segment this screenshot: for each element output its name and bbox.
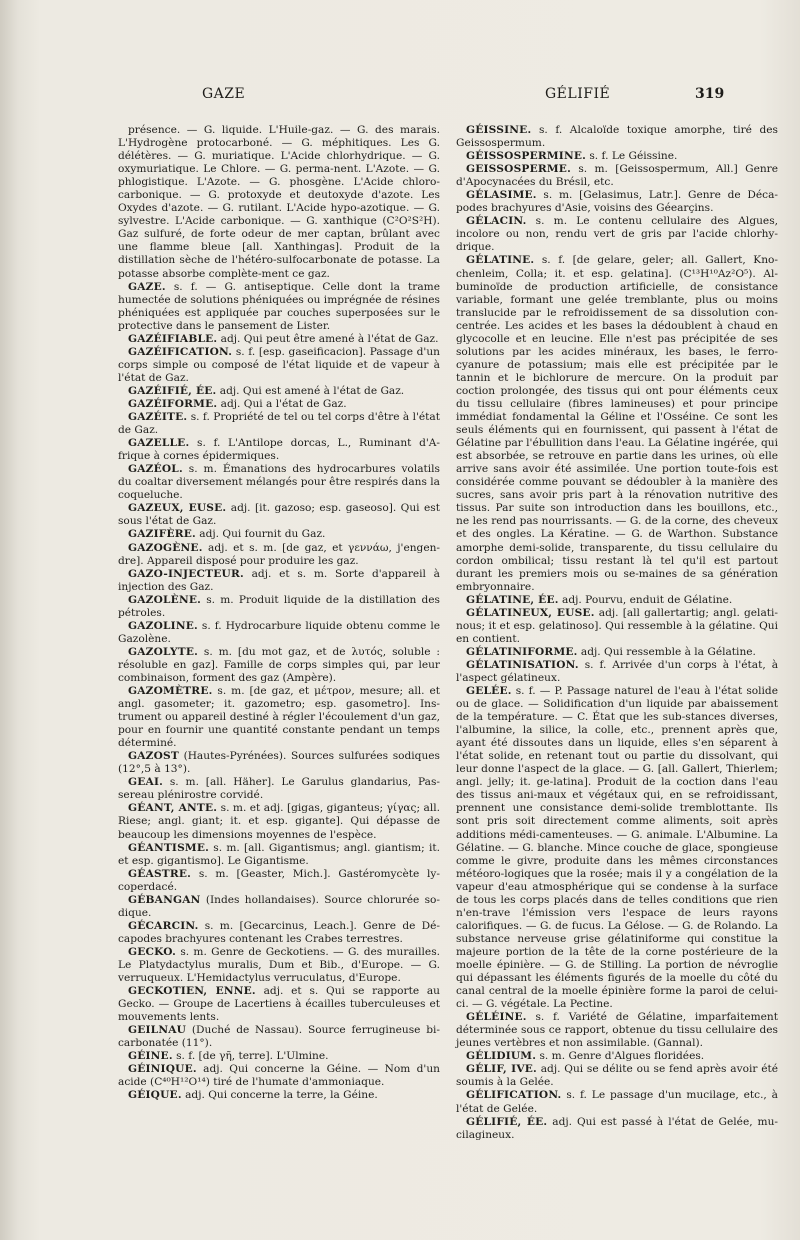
dictionary-entry: [456, 594, 778, 607]
dictionary-entry: [456, 607, 778, 646]
entry-definition: adj. et s. m. Sorte d'appareil à injection des Gaz.: [118, 567, 440, 593]
dictionary-entry: [118, 502, 440, 528]
dictionary-entry: [456, 150, 778, 163]
entry-headword: GÉANTISME.: [128, 841, 210, 854]
dictionary-entry: [118, 1089, 440, 1102]
entry-definition: s. m. [Geissospermum, All.] Genre d'Apocynacées du Brésil, etc.: [456, 163, 779, 189]
entry-headword: GAZÉIFICATION.: [128, 345, 233, 358]
entry-headword: GÉISSINE.: [466, 124, 532, 136]
entry-headword: GÉLATINISATION.: [466, 658, 579, 671]
entry-definition: adj. Qui se délite ou se fend après avoir été soumis à la Gelée.: [456, 1063, 778, 1089]
entry-headword: GELÉE.: [466, 685, 512, 698]
entry-headword: GAZOLYTE.: [128, 645, 199, 658]
dictionary-entry: [118, 646, 440, 685]
entry-headword: GAZELLE.: [128, 437, 190, 450]
dictionary-entry: [118, 1050, 440, 1063]
dictionary-entry: [118, 385, 440, 398]
entry-headword: GÉLIFIÉ, ÉE.: [466, 1115, 548, 1128]
entry-headword: GAZÉIFORME.: [128, 397, 218, 410]
entry-definition: s. m. [du mot gaz, et de λυτός, soluble : résoluble en gaz]. Famille de corps simples qui, par leur combinaison, forment des gaz (Ampère).: [118, 645, 440, 684]
dictionary-entry: [118, 920, 440, 946]
dictionary-entry: [456, 189, 778, 215]
dictionary-entry: [118, 281, 440, 333]
dictionary-entry: [456, 1063, 778, 1089]
entry-definition: s. m. [all. Gigantismus; angl. giantism; it. et esp. gigantismo]. Le Gigantisme.: [118, 841, 440, 867]
entry-definition: s. m. Genre d'Algues floridées.: [539, 1050, 705, 1063]
entry-definition: s. m. [Geaster, Mich.]. Gastéromycète ly-coperdacé.: [118, 867, 440, 893]
entry-headword: GAZEUX, EUSE.: [128, 502, 227, 515]
dictionary-entry: [118, 802, 440, 841]
dictionary-entry: [118, 594, 440, 620]
entry-definition: (Duché de Nassau). Source ferrugineuse bi-carbonatée (11°).: [118, 1024, 440, 1050]
entry-headword: GECKO.: [128, 945, 176, 958]
entry-definition: s. f. Hydrocarbure liquide obtenu comme le Gazolène.: [118, 619, 440, 645]
entry-definition: adj. Qui est passé à l'état de Gelée, mu-cilagineux.: [456, 1115, 778, 1141]
left-running-headword: GAZE: [202, 86, 246, 102]
entry-headword: GÉLACIN.: [466, 215, 527, 228]
entry-definition: s. f. — G. antiseptique. Celle dont la trame humectée de solutions phéniquées ou imprégnée de résines phéniquées est appliquée par couches superposées sur le protective dans le pansement de Lister.: [118, 280, 440, 332]
entry-definition: s. f. Variété de Gélatine, imparfaitement déterminée sous ce rapport, obtenue du tissu cellulaire des jeunes vertèbres et non assimilable. (Gannal).: [456, 1011, 778, 1050]
entry-headword: GAZOMÈTRE.: [128, 685, 213, 698]
entry-definition: s. f. L'Antilope dorcas, L., Ruminant d'A-frique à cornes épidermiques.: [118, 437, 440, 463]
entry-definition: s. m. [all. Häher]. Le Garulus glandarius, Pas-sereau plénirostre corvidé.: [118, 776, 440, 802]
dictionary-entry: [118, 463, 440, 502]
entry-headword: GÉINIQUE.: [128, 1063, 197, 1076]
dictionary-entry: [118, 411, 440, 437]
left-column: [118, 124, 440, 1103]
entry-definition: s. f. [de gelare, geler; all. Gallert, Kno-chenleim, Colla; it. et esp. gelatina]. (C¹³H¹⁰Az²O⁵). Al-buminoïde de production artificielle, de consistance variable, formant une gelée tremblante, plus ou moins translucide par le refroidissement de sa dissolution con-centrée. Les acides et les bases la dédoublent à chaud en glycocolle et en leucine. Elle n'est pas précipitée de ses solutions par les acides minéraux, les bases, le ferro-cyanure de potassium; mais elle est précipitée par le tannin et le bichlorure de mercure. On la produit par coction prolongée, des tissus qui ont pour éléments ceux du tissu cellulaire (fibres lamineuses) et pour principe immédiat fondamental la Géline et l'Osséine. Ce sont les seuls éléments qui en fournissent, qui passent à l'état de Gélatine par l'ébullition dans l'eau. La Gélatine ingérée, qui est absorbée, se retrouve en partie dans les urines, où elle arrive sans avoir été assimilée. Une portion toute-fois est considérée comme pouvant se dédoubler à la manière des sucres, sans avoir pris part à la rénovation nutritive des tissus. Par suite son introduction dans les bouillons, etc., ne les rend pas nourrissants. — G. de la corne, des cheveux et des ongles. La Kératine. — G. de Warthon. Substance amorphe demi-solide, transparente, du tissu cellulaire du cordon ombilical; tissu restant là tel qu'il est partout durant les premiers mois ou se-maines de sa génération embryonnaire.: [456, 254, 778, 593]
entry-headword: GECKOTIEN, ENNE.: [128, 985, 256, 998]
entry-definition: adj. Qui a l'état de Gaz.: [220, 397, 347, 410]
dictionary-entry: [456, 124, 778, 150]
entry-definition: adj. Qui fournit du Gaz.: [199, 528, 326, 541]
entry-headword: GAZE.: [128, 280, 166, 293]
entry-headword: GAZIFÈRE.: [128, 528, 196, 541]
entry-headword: GAZOGÈNE.: [128, 541, 203, 554]
entry-definition: adj. et s. Qui se rapporte au Gecko. — Groupe de Lacertiens à écailles tuberculeuses et mouvements lents.: [118, 985, 441, 1024]
dictionary-entry: [118, 124, 440, 281]
dictionary-entry: [118, 985, 440, 1024]
entry-headword: GAZÉIFIABLE.: [128, 332, 218, 345]
entry-definition: s. f. Le passage d'un mucilage, etc., à l'état de Gelée.: [456, 1089, 778, 1115]
dictionary-entry: [118, 946, 440, 985]
entry-headword: GEISSOSPERME.: [466, 163, 571, 176]
dictionary-entry: [118, 620, 440, 646]
entry-definition: s. m. [de gaz, et μέτρον, mesure; all. et angl. gasometer; it. gazometro; esp. gasometro]. Ins-trument ou appareil destiné à régler l'écoulement d'un gaz, pour en fournir une quantité constante pendant un temps déterminé.: [118, 685, 440, 750]
entry-headword: GEILNAU: [128, 1024, 187, 1037]
entry-headword: GÉLIDIUM.: [466, 1050, 537, 1063]
entry-definition: adj. [it. gazoso; esp. gaseoso]. Qui est sous l'état de Gaz.: [118, 502, 440, 528]
dictionary-entry: [118, 346, 440, 385]
entry-definition: s. f. Alcaloïde toxique amorphe, tiré des Geissospermum.: [456, 124, 778, 150]
dictionary-entry: [118, 776, 440, 802]
entry-headword: GÉLÉINE.: [466, 1011, 527, 1024]
entry-headword: GEAI.: [128, 776, 163, 789]
dictionary-entry: [456, 685, 778, 1011]
dictionary-entry: [456, 1116, 778, 1142]
dictionary-entry: [118, 1063, 440, 1089]
dictionary-entry: [118, 894, 440, 920]
dictionary-entry: [456, 1089, 778, 1115]
page-number: 319: [695, 86, 725, 102]
entry-definition: adj. Qui concerne la terre, la Géine.: [185, 1089, 378, 1102]
entry-definition: s. m. Le contenu cellulaire des Algues, incolore ou non, rendu vert de gris par l'acide chlorhy-drique.: [456, 215, 778, 254]
entry-headword: GÉLASIME.: [466, 189, 537, 202]
dictionary-entry: [118, 437, 440, 463]
entry-definition: s. f. — P. Passage naturel de l'eau à l'état solide ou de glace. — Solidification d'un liquide par abaissement de la température. — C. État que les sub-stances diverses, l'albumine, la silice, la colle, etc., prennent après que, ayant été dissoutes dans un liquide, elles s'en séparent à l'état solide, en retenant tout ou partie du dissolvant, qui leur donne l'aspect de la glace. — G. [all. Gallert, Thierlem; angl. jelly; it. ge-latina]. Produit de la coction dans l'eau des tissus ani-maux et végétaux qui, en se refroidissant, prennent une consistance demi-solide tremblottante. Ils sont pris soit directement comme aliments, soit après additions médi-camenteuses. — G. animale. L'Albumine. La Gélatine. — G. blanche. Mince couche de glace, spongieuse comme le givre, produite dans les mêmes circonstances météoro-logiques que la rosée; mais il y a congélation de la vapeur d'eau atmosphérique qui se condense à la surface de tous les corps placés dans de telles conditions que rien n'en-trave l'émission vers l'espace de leurs rayons calorifiques. — G. de fucus. La Gélose. — G. de Rolando. La substance nerveuse grise gélatiniforme qui constitue la majeure portion de la tête de la corne postérieure de la moelle épinière. — G. de Stilling. La portion de névroglie qui dépassant les éléments figurés de la moelle du côté du canal central de la moelle épinière forme la paroi de celui-ci. — G. végétale. La Pectine.: [456, 685, 778, 1011]
dictionary-entry: [118, 1024, 440, 1050]
entry-definition: s. f. Propriété de tel ou tel corps d'être à l'état de Gaz.: [118, 411, 440, 437]
dictionary-entry: [456, 1050, 778, 1063]
entry-headword: GÉLIFICATION.: [466, 1089, 562, 1102]
dictionary-entry: [456, 163, 778, 189]
dictionary-entry: [456, 646, 778, 659]
entry-definition: s. m. Émanations des hydrocarbures volatils du coaltar diversement mélangés pour être respirés dans la coqueluche.: [118, 463, 440, 502]
entry-headword: GÉINE.: [128, 1050, 173, 1063]
dictionary-entry: [118, 568, 440, 594]
entry-headword: GÉLATINE, ÉE.: [466, 593, 559, 606]
entry-headword: GAZÉIFIÉ, ÉE.: [128, 384, 217, 397]
entry-definition: adj. [all gallertartig; angl. gelati-nous; it et esp. gelatinoso]. Qui ressemble à la gélatine. Qui en contient.: [456, 606, 778, 645]
dictionary-entry: [118, 333, 440, 346]
dictionary-entry: [118, 542, 440, 568]
entry-definition: s. m. et adj. [gigas, giganteus; γίγας; all. Riese; angl. giant; it. et esp. gigante]. Qui dépasse de beaucoup les dimensions moyennes de l'espèce.: [118, 802, 440, 841]
entry-definition: s. m. Genre de Geckotiens. — G. des murailles. Le Platydactylus muralis, Dum et Bib., d'Europe. — G. verruqueux. L'Hemidactylus verruculatus, d'Europe.: [118, 945, 441, 985]
entry-headword: GÉASTRE.: [128, 867, 192, 880]
entry-definition: adj. Qui peut être amené à l'état de Gaz.: [220, 332, 439, 345]
entry-definition: (Indes hollandaises). Source chlorurée so-dique.: [118, 893, 440, 919]
dictionary-entry: [456, 659, 778, 685]
entry-headword: GAZÉITE.: [128, 411, 188, 424]
entry-definition: adj. Qui ressemble à la Gélatine.: [580, 645, 756, 658]
entry-headword: GAZO-INJECTEUR.: [128, 567, 244, 580]
entry-headword: GÉLATINIFORME.: [466, 645, 578, 658]
entry-headword: GAZÉOL.: [128, 463, 183, 476]
entry-headword: GÉLATINE.: [466, 254, 535, 267]
dictionary-entry: [118, 842, 440, 868]
dictionary-entry: [118, 528, 440, 541]
entry-definition: s. f. [esp. gaseificacion]. Passage d'un corps simple ou composé de l'état liquide et de vapeur à l'état de Gaz.: [118, 345, 440, 384]
entry-headword: GÉBANGAN: [128, 893, 201, 906]
entry-headword: GÉANT, ANTE.: [128, 802, 218, 815]
entry-definition: s. f. [de γῆ, terre]. L'Ulmine.: [176, 1050, 329, 1063]
entry-headword: GÉISSOSPERMINE.: [466, 150, 586, 163]
entry-headword: GÉLATINEUX, EUSE.: [466, 606, 595, 619]
entry-headword: GÉCARCIN.: [128, 919, 199, 932]
dictionary-entry: [118, 868, 440, 894]
entry-definition: s. f. Le Géissine.: [589, 150, 678, 163]
entry-definition: s. m. [Gelasimus, Latr.]. Genre de Déca-podes brachyures d'Asie, voisins des Géearçins.: [456, 189, 778, 215]
entry-definition: s. m. [Gecarcinus, Leach.]. Genre de Dé-capodes brachyures contenant les Crabes terrestres.: [118, 919, 440, 945]
entry-definition: adj. et s. m. [de gaz, et γεννάω, j'engen-dre]. Appareil disposé pour produire les gaz.: [118, 541, 441, 567]
entry-definition: adj. Qui est amené à l'état de Gaz.: [219, 384, 405, 397]
dictionary-entry: [118, 685, 440, 750]
entry-headword: GÉLIF, IVE.: [466, 1063, 537, 1076]
entry-headword: GÉIQUE.: [128, 1089, 182, 1102]
entry-definition: s. f. Arrivée d'un corps à l'état, à l'aspect gélatineux.: [456, 658, 779, 684]
dictionary-entry: [456, 1011, 778, 1050]
dictionary-entry: [456, 215, 778, 254]
entry-definition: (Hautes-Pyrénées). Sources sulfurées sodiques (12°,5 à 13°).: [118, 750, 440, 776]
dictionary-entry: [118, 398, 440, 411]
entry-definition: adj. Pourvu, enduit de Gélatine.: [562, 593, 733, 606]
right-column: [456, 124, 778, 1142]
running-header: [0, 86, 800, 110]
dictionary-entry: [118, 750, 440, 776]
entry-definition: adj. Qui concerne la Géine. — Nom d'un acide (C⁴⁰H¹²O¹⁴) tiré de l'humate d'ammoniaque.: [118, 1063, 440, 1089]
entry-headword: GAZOLINE.: [128, 619, 198, 632]
right-running-headword: GÉLIFIÉ: [545, 86, 611, 102]
entry-headword: GAZOLÈNE.: [128, 593, 201, 606]
entry-headword: GAZOST: [128, 750, 179, 763]
entry-definition: présence. — G. liquide. L'Huile-gaz. — G. des marais. L'Hydrogène protocarboné. — G. méphitiques. Les G. délétères. — G. muriatique. L'Acide chlorhydrique. — G. oxymuriatique. Le Chlore. — G. perma-nent. L'Azote. — G. phlogistique. L'Azote. — G. phosgène. L'Acide chloro-carbonique. — G. protoxyde et deutoxyde d'azote. Les Oxydes d'azote. — G. rutilant. L'Acide hypo-azotique. — G. sylvestre. L'Acide carbonique. — G. xanthique (C²O²S²H). Gaz sulfuré, de forte odeur de mer captan, brûlant avec une flamme bleue [all. Xanthingas]. Produit de la distillation sèche de l'hétéro-sulfocarbonate de potasse. La potasse absorbe complète-ment ce gaz.: [118, 124, 440, 280]
entry-definition: s. m. Produit liquide de la distillation des pétroles.: [118, 593, 440, 619]
dictionary-entry: [456, 254, 778, 593]
